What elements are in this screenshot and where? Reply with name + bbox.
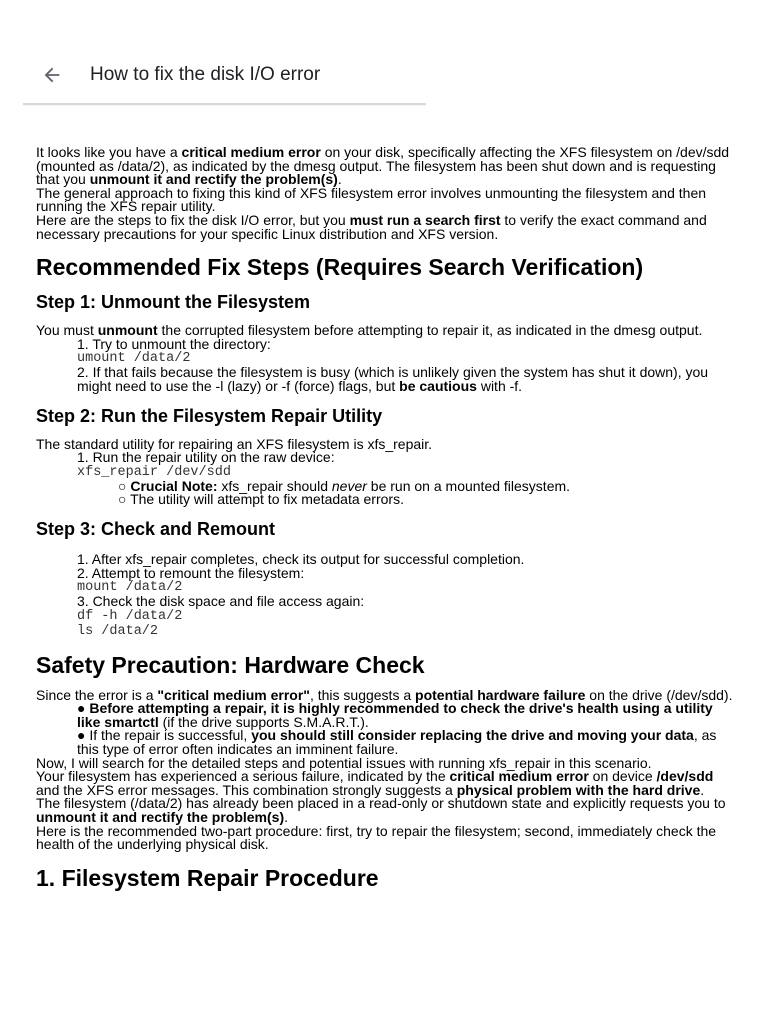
step3-item-1: 1. After xfs_repair completes, check its output for successful completion.: [77, 550, 525, 567]
safety-paragraph-5: Here is the recommended two-part procedure: first, try to repair the filesystem; second, immediately check the health of the underlying physical disk.: [36, 822, 717, 853]
code-mount: mount /data/2: [77, 580, 183, 596]
step2-subitem-2: ○ The utility will attempt to fix metadata errors.: [118, 491, 404, 508]
heading-step-3: Step 3: Check and Remount: [36, 518, 276, 539]
safety-bullet-1: ● Before attempting a repair, it is highly recommended to check the drive's health using a utility like smartctl (if the drive supports S.M.A.R.T.).: [77, 700, 713, 730]
code-df: df -h /data/2: [77, 608, 183, 624]
step3-item-3: 3. Check the disk space and file access again:: [77, 593, 365, 610]
heading-recommended-fix-steps: Recommended Fix Steps (Requires Search Verification): [36, 254, 644, 281]
safety-paragraph-2: Now, I will search for the detailed steps and potential issues with running xfs_repair in this scenario.: [36, 754, 652, 771]
step2-item-1: 1. Run the repair utility on the raw device:: [77, 449, 335, 466]
intro-paragraph-1: It looks like you have a critical medium error on your disk, specifically affecting the XFS filesystem on /dev/sdd (mounted as /data/2), as indicated by the dmesg output. The filesystem has been shut down and is requesting that you unmount it and rectify the problem(s).: [36, 144, 730, 188]
arrow-left-icon: [41, 64, 63, 86]
step1-paragraph: You must unmount the corrupted filesystem before attempting to repair it, as indicated in the dmesg output.: [36, 322, 703, 339]
heading-step-1: Step 1: Unmount the Filesystem: [36, 292, 311, 313]
app-header: [23, 47, 426, 105]
intro-paragraph-2: The general approach to fixing this kind of XFS filesystem error involves unmounting the filesystem and then running the XFS repair utility.: [36, 184, 707, 215]
safety-paragraph-1: Since the error is a "critical medium error", this suggests a potential hardware failure on the drive (/dev/sdd).: [36, 686, 733, 703]
code-umount: umount /data/2: [77, 351, 191, 367]
safety-paragraph-4: The filesystem (/data/2) has already been placed in a read-only or shutdown state and explicitly requests you to unmount it and rectify the problem(s).: [36, 795, 726, 826]
step2-subitem-1: ○ Crucial Note: xfs_repair should never be run on a mounted filesystem.: [118, 477, 571, 494]
safety-paragraph-3: Your filesystem has experienced a serious failure, indicated by the critical medium error on device /dev/sdd and the XFS error messages. This combination strongly suggests a physical problem with the hard drive.: [36, 768, 714, 798]
page-title: How to fix the disk I/O error: [90, 64, 321, 85]
heading-safety-precaution: Safety Precaution: Hardware Check: [36, 651, 425, 678]
step3-item-2: 2. Attempt to remount the filesystem:: [77, 564, 305, 581]
step1-item-2: 2. If that fails because the filesystem is busy (which is unlikely given the system has shut it down), you might need to use the -l (lazy) or -f (force) flags, but be cautious with -f.: [77, 364, 709, 394]
back-button[interactable]: [38, 61, 66, 89]
heading-filesystem-repair-procedure: 1. Filesystem Repair Procedure: [36, 864, 379, 891]
code-ls: ls /data/2: [77, 623, 159, 639]
answer-content: [36, 146, 736, 892]
heading-step-2: Step 2: Run the Filesystem Repair Utility: [36, 405, 383, 426]
safety-bullet-2: ● If the repair is successful, you should still consider replacing the drive and moving your data, as this type of error often indicates an imminent failure.: [77, 727, 717, 758]
step2-paragraph: The standard utility for repairing an XFS filesystem is xfs_repair.: [36, 435, 433, 452]
step1-item-1: 1. Try to unmount the directory:: [77, 335, 271, 352]
intro-paragraph-3: Here are the steps to fix the disk I/O error, but you must run a search first to verify the exact command and necessary precautions for your specific Linux distribution and XFS version.: [36, 211, 707, 242]
code-xfs-repair: xfs_repair /dev/sdd: [77, 464, 231, 480]
